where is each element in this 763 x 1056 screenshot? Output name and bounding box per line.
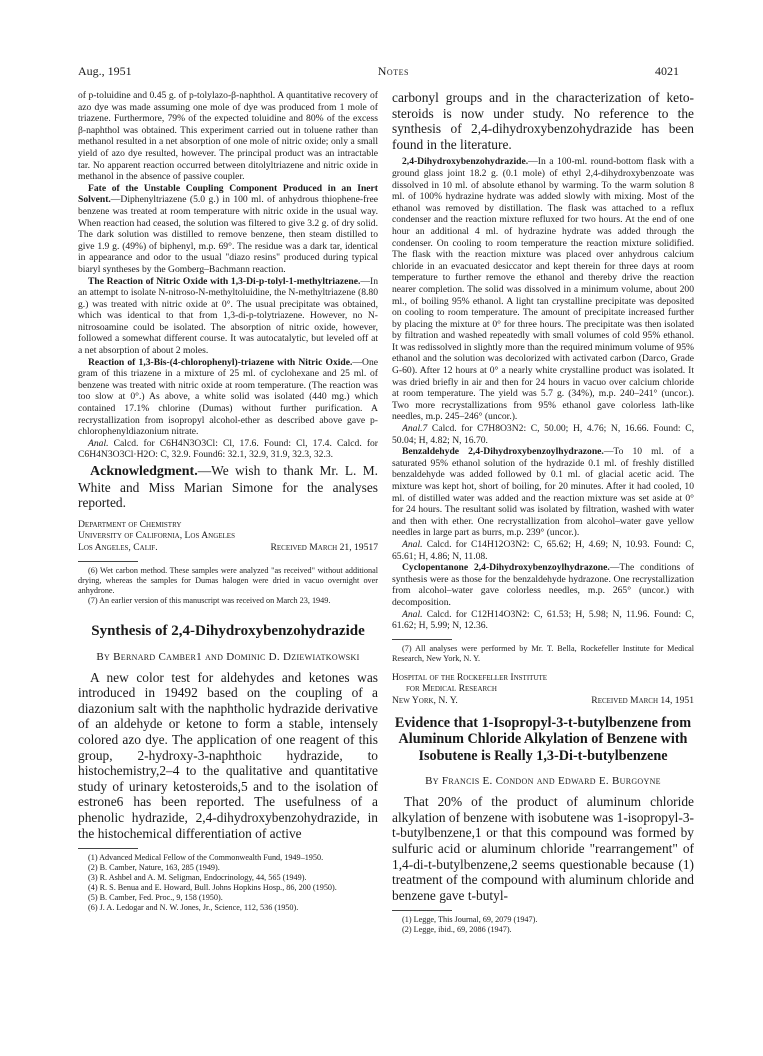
article-byline: By Bernard Camber1 and Dominic D. Dziewiatkowski	[96, 650, 360, 663]
footnote: (6) J. A. Ledogar and N. W. Jones, Jr., Science, 112, 536 (1950).	[88, 903, 299, 913]
paragraph: Benzaldehyde 2,4-Dihydroxybenzoylhydrazone.—To 10 ml. of a saturated 95% ethanol solution of the hydrazide 0.1 ml. of freshly distilled benzaldehyde was added followed by 0.1 ml. of glacial acetic acid. The mixture was kept hot, short of boiling, for 20 minutes. After it had cooled, 10 ml. of distilled water was added and the reaction mixture was set aside at 0° for 24 hours. The resultant solid was isolated by filtration, washed with water and then with ether. One recrystallization from alcohol–water gave yellow needles in large part as burrs, m.p. 239° (uncor.).	[392, 446, 694, 539]
run-in-heading: 2,4-Dihydroxybenzohydrazide.	[402, 156, 529, 168]
affiliation: Hospital of the Rockefeller Institute for Medical Research New York, N. Y. Received March 14, 1951	[392, 671, 694, 706]
header-section: Notes	[377, 64, 409, 78]
paragraph: of p-toluidine and 0.45 g. of p-tolylazo-β-naphthol. A quantitative recovery of azo dye was made assuming one mole of dye was produced from 1 mole of triazene. Furthermore, 79% of the expected toluidine and 80% of the excess β-naphthol was obtained. This experiment carried out in toluene rather than methanol resulted in a net absorption of one mole of nitric oxide; only a small yield of azo dye resulted, however. The principal product was an intractable tar. No apparent reaction occurred between ditolyltriazene and nitric oxide in methanol in the absence of passive coupler.	[78, 90, 378, 183]
article-intro: That 20% of the product of aluminum chloride alkylation of benzene with isobutene was 1-isopropyl-3-t-butylbenzene,1 or that this compound was formed by sulfuric acid or aluminum chloride "rearrangement" of 1,4-di-t-butylbenzene,2 seems questionable because (1) treatment of the compound with aluminum chloride and benzene gave t-butyl-	[392, 794, 694, 903]
footnote: (4) R. S. Benua and E. Howard, Bull. Johns Hopkins Hosp., 86, 200 (1950).	[88, 883, 337, 893]
paragraph: Reaction of 1,3-Bis-(4-chlorophenyl)-triazene with Nitric Oxide.—One gram of this triazene in a mixture of 25 ml. of cyclohexane and 25 ml. of benzene was treated with nitric oxide at room temperature. (The reaction was too slow at 0°.) As above, a white solid was isolated (440 mg.) which contained 17.1% chlorine (Dumas) without further purification. A recrystallization from isopropyl alcohol-ether as described above gave p-chlorophenyldiazonium nitrate.	[78, 356, 378, 438]
footnote: (7) An earlier version of this manuscript was received on March 23, 1949.	[88, 595, 331, 605]
footnote: (1) Advanced Medical Fellow of the Commonwealth Fund, 1949–1950.	[88, 853, 324, 863]
footnote: (2) B. Camber, Nature, 163, 285 (1949).	[88, 863, 220, 873]
analysis: Anal. Calcd. for C12H14O3N2: C, 61.53; H, 5.98; N, 11.96. Found: C, 61.62; H, 5.99; N, 12.36.	[392, 608, 694, 632]
footnote-rule	[392, 639, 452, 640]
footnote-rule	[392, 910, 452, 911]
footnote: (5) B. Camber, Fed. Proc., 9, 158 (1950).	[88, 893, 223, 903]
article-byline: By Francis E. Condon and Edward E. Burgoyne	[425, 775, 661, 788]
footnote: (6) Wet carbon method. These samples were analyzed "as received" without additional drying, whereas the samples for Dumas halogen were dried in vacuo overnight over anhydrone.	[78, 565, 378, 595]
paragraph: Cyclopentanone 2,4-Dihydroxybenzoylhydrazone.—The conditions of synthesis were as those for the benzaldehyde hydrazone. One recrystallization from alcohol–water gave colorless needles, m.p. 265° (uncor.) with decomposition.	[392, 562, 694, 608]
run-in-heading: Benzaldehyde 2,4-Dihydroxybenzoylhydrazone.	[402, 446, 604, 458]
footnote: (1) Legge, This Journal, 69, 2079 (1947).	[402, 915, 538, 925]
run-in-heading: Reaction of 1,3-Bis-(4-chlorophenyl)-triazene with Nitric Oxide.	[88, 356, 353, 368]
footnotes	[78, 853, 378, 913]
footnotes	[78, 566, 378, 606]
footnotes	[392, 915, 694, 935]
analysis: Anal. Calcd. for C6H4N3O3Cl: Cl, 17.6. Found: Cl, 17.4. Calcd. for C6H4N3O3Cl·H2O: C, 32.9. Found6: 32.1, 32.9, 31.9, 32.3, 32.3.	[78, 437, 378, 461]
paragraph: Fate of the Unstable Coupling Component Produced in an Inert Solvent.—Diphenyltriazene (5.0 g.) in 100 ml. of anhydrous thiophene-free benzene was treated at room temperature with nitric oxide in the usual way. When reaction had ceased, the solution was filtered to give 3.2 g. of dry solid. The dark solution was distilled to remove benzene, then steam distilled to give 1.9 g. (49%) of biphenyl, m.p. 69°. The residue was a dark tar, identical in appearance and odor to the usual "diazo resins" produced during typical biaryl syntheses by the Gomberg–Bachmann reaction.	[78, 182, 378, 275]
run-in-heading: The Reaction of Nitric Oxide with 1,3-Di-p-tolyl-1-methyltriazene.	[88, 275, 361, 287]
left-column	[78, 90, 378, 913]
paragraph: carbonyl groups and in the characterization of keto-steroids is now under study. No reference to the synthesis of 2,4-dihydroxybenzohydrazide has been found in the literature.	[392, 90, 694, 152]
run-in-heading: Cyclopentanone 2,4-Dihydroxybenzoylhydrazone.	[402, 562, 610, 574]
paragraph: The Reaction of Nitric Oxide with 1,3-Di-p-tolyl-1-methyltriazene.—In an attempt to isolate N-nitroso-N-methyltoluidine, the N-methyltriazene (8.80 g.) was treated with nitric oxide at 0°. The usual precipitate was obtained, which was identical to that from 1,3-di-p-tolytriazene. However, no N-nitrosoamine could be isolated. The absorption of nitric oxide, however, followed a somewhat different course. It was autocatalytic, but leveled off at a net absorption of about 2 moles.	[78, 275, 378, 357]
header-date: Aug., 1951	[78, 64, 132, 78]
footnote-rule	[78, 561, 138, 562]
article-intro: A new color test for aldehydes and ketones was introduced in 19492 based on the coupling of a diazonium salt with the naphtholic hydrazide derivative of an aldehyde or ketone to form a stable, intensely colored azo dye. The application of one reagent of this group, 2-hydroxy-3-naphthoic hydrazide, to histochemistry,2–4 to the qualitative and quantitative study of urinary ketosteroids,5 and to the isolation of estrone6 has been reported. The usefulness of a phenolic hydrazide, 2,4-dihydroxybenzohydrazide, in the histochemical differentiation of active	[78, 669, 378, 841]
footnote: (2) Legge, ibid., 69, 2086 (1947).	[402, 925, 512, 935]
footnote-rule	[78, 848, 138, 849]
footnote: (7) All analyses were performed by Mr. T. Bella, Rockefeller Institute for Medical Research, New York, N. Y.	[392, 643, 694, 663]
running-header	[78, 64, 679, 80]
right-column	[392, 90, 694, 935]
footnote: (3) R. Ashbel and A. M. Seligman, Endocrinology, 44, 565 (1949).	[88, 873, 307, 883]
footnotes	[392, 644, 694, 664]
article-title: Evidence that 1-Isopropyl-3-t-butylbenzene from Aluminum Chloride Alkylation of Benzene with Isobutene is Really 1,3-Di-t-butylbenzene	[394, 714, 692, 764]
analysis: Anal.7 Calcd. for C7H8O3N2: C, 50.00; H, 4.76; N, 16.66. Found: C, 50.04; H, 4.82; N, 16.70.	[392, 423, 694, 446]
article-title: Synthesis of 2,4-Dihydroxybenzohydrazide	[91, 622, 365, 639]
paragraph: 2,4-Dihydroxybenzohydrazide.—In a 100-ml. round-bottom flask with a ground glass joint 18.2 g. (0.1 mole) of ethyl 2,4-dihydroxybenzoate was dissolved in 10 ml. of absolute ethanol by warming. To the warm solution 8 ml. of 100% hydrazine hydrate was added slowly with mixing. Most of the ethanol was removed by distillation. The flask was attached to a reflux condenser and the reaction mixture refluxed for two hours. At the end of one hour an additional 4 ml. of hydrazine hydrate was added through the condenser. On cooling to room temperature the reaction mixture solidified. The flask with the reaction mixture was placed over anhydrous calcium chloride in an evacuated desiccator and kept therein for three days at room temperature to further remove the ethanol and thereby drive the reaction nearer completion. The solid was dissolved in a minimum volume, about 200 ml., of boiling 95% ethanol. A light tan crystalline precipitate was deposited on cooling to room temperature. The amount of precipitate increased further by placing the mixture at 0° for three hours. The precipitate was then isolated by filtration and washed repeatedly with small volumes of cold 95% ethanol. It was redissolved in slightly more than the required minimum volume of 95% ethanol and the solution was decolorized with activated carbon (Darco, Grade G-60). After 12 hours at 0° a nearly white crystalline product was isolated. It was dried briefly in air and then for 24 hours in vacuo over calcium chloride at room temperature. The yield was 5.7 g. (34%), m.p. 240–241° (uncor.). Two more recrystallizations from 95% ethanol gave colorless lath-like needles, m.p. 245–246° (uncor.).	[392, 156, 694, 423]
affiliation: Department of Chemistry University of California, Los Angeles Los Angeles, Calif. Received March 21, 19517	[78, 518, 378, 553]
acknowledgment: Acknowledgment.—We wish to thank Mr. L. M. White and Miss Marian Simone for the analyses reported.	[78, 463, 378, 511]
analysis: Anal. Calcd. for C14H12O3N2: C, 65.62; H, 4.69; N, 10.93. Found: C, 65.61; H, 4.86; N, 11.08.	[392, 538, 694, 562]
run-in-heading: Fate of the Unstable Coupling Component Produced in an Inert Solvent.	[78, 182, 378, 206]
header-page-number: 4021	[655, 64, 679, 78]
